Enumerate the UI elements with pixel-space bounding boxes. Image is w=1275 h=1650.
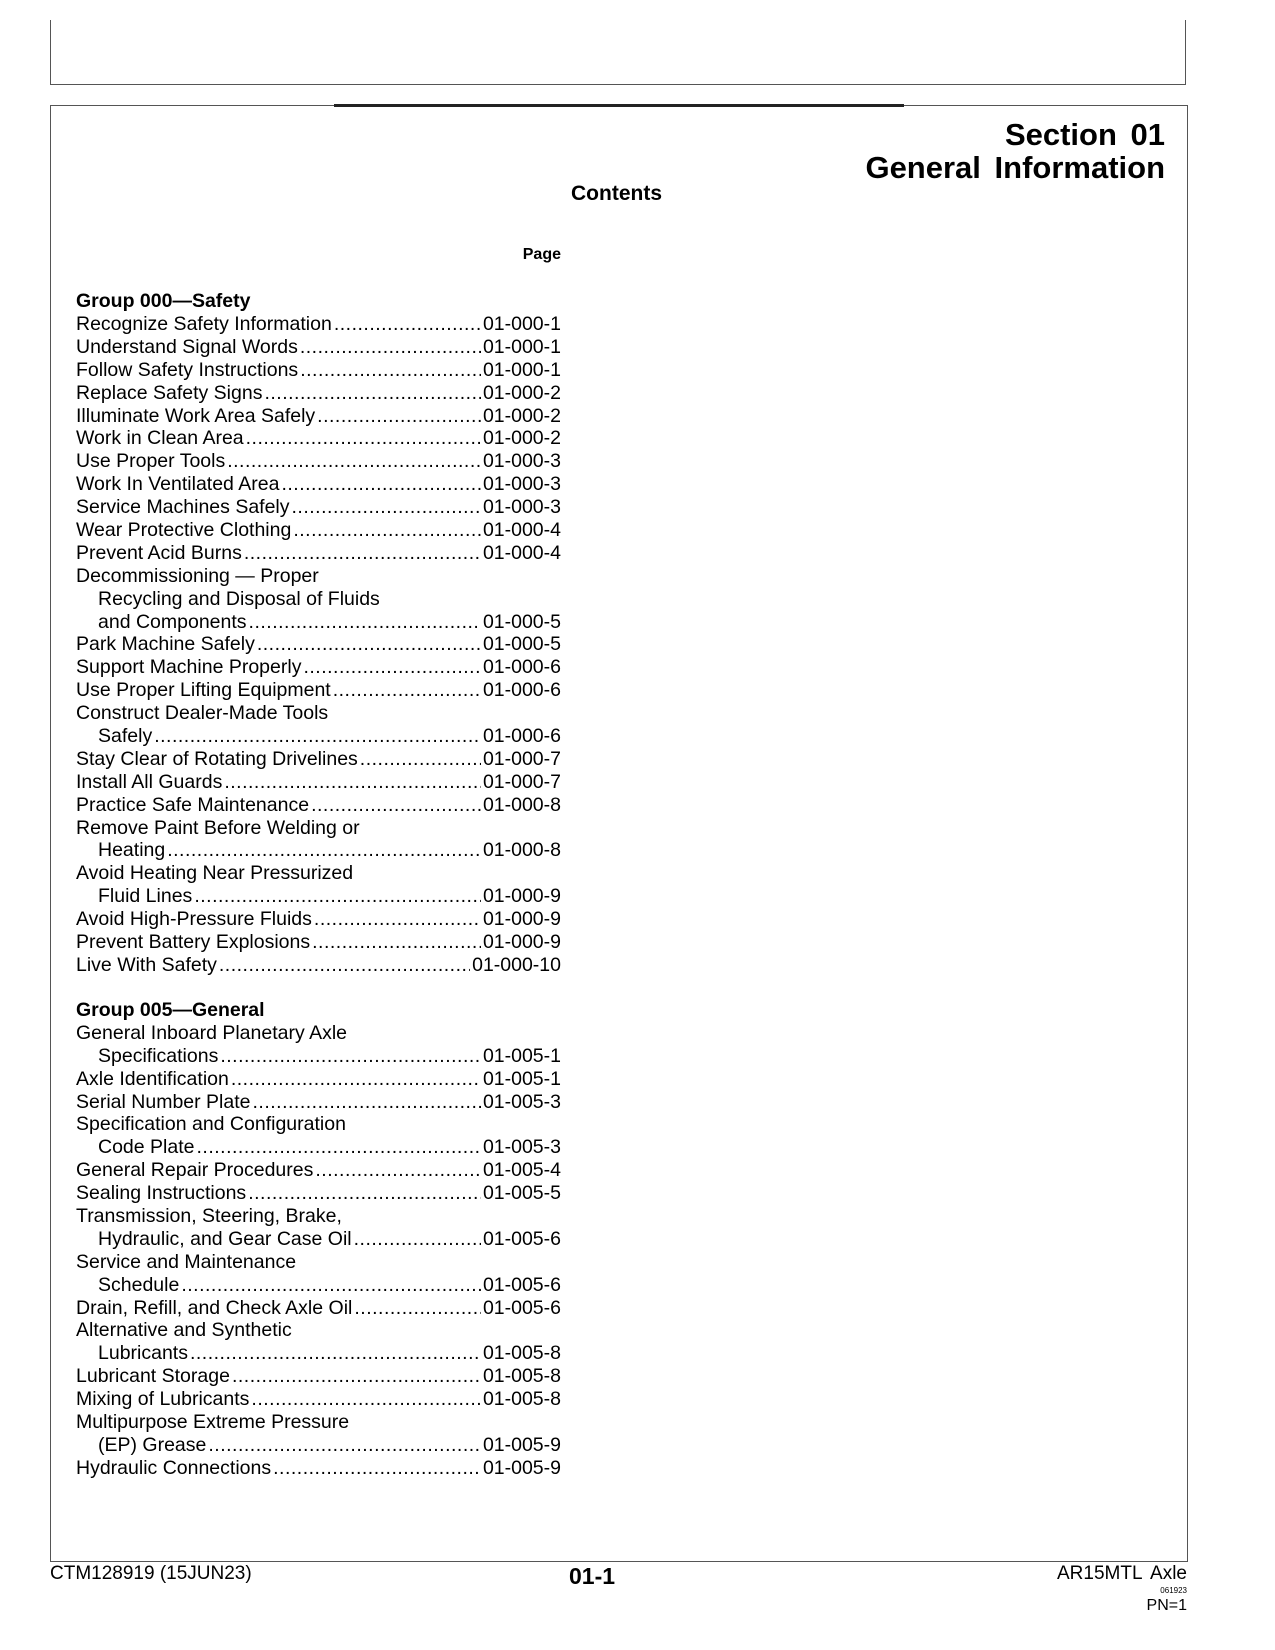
- toc-page-ref: 01-000-3: [482, 496, 561, 519]
- toc-entry-title: Hydraulic Connections: [76, 1456, 272, 1479]
- dot-leader: [354, 1297, 481, 1320]
- toc-entry[interactable]: [76, 496, 561, 519]
- toc-entry-line: [76, 931, 561, 954]
- toc-entry-title: Service and Maintenance: [76, 1250, 297, 1273]
- toc-entry-title: Use Proper Lifting Equipment: [76, 679, 331, 702]
- toc-page-ref: 01-000-4: [482, 541, 561, 564]
- toc-entry-line: [76, 679, 561, 702]
- toc-entry-title: Schedule: [98, 1273, 180, 1296]
- dot-leader: [224, 771, 481, 794]
- dot-leader: [220, 1045, 481, 1068]
- dot-leader: [281, 473, 481, 496]
- toc-entry[interactable]: [76, 1365, 561, 1388]
- toc-entry[interactable]: [76, 1022, 561, 1068]
- toc-entry-line: [76, 542, 561, 565]
- toc-entry[interactable]: [76, 771, 561, 794]
- toc-page-ref: 01-000-9: [482, 931, 561, 954]
- toc-entry-line: [76, 702, 561, 725]
- toc-entry-title: Mixing of Lubricants: [76, 1388, 250, 1411]
- toc-entry-line: [76, 450, 561, 473]
- page-column-header: Page: [522, 246, 561, 263]
- toc-entry-title: Live With Safety: [76, 953, 217, 976]
- toc-entry-title: Lubricants: [98, 1342, 188, 1365]
- toc-group-title: Group 000—Safety: [76, 290, 251, 312]
- frame-accent-line: [334, 104, 904, 107]
- toc-entry[interactable]: [76, 702, 561, 748]
- toc-page-ref: 01-005-3: [482, 1090, 561, 1113]
- toc-entry-line: [76, 1159, 561, 1182]
- toc-entry[interactable]: [76, 1251, 561, 1297]
- toc-page-ref: 01-005-8: [482, 1342, 561, 1365]
- dot-leader: [219, 954, 470, 977]
- toc-entry-line: [76, 839, 561, 862]
- toc-entry-line: [76, 862, 561, 885]
- toc-entry-title: Replace Safety Signs: [76, 381, 263, 404]
- toc-page-ref: 01-000-6: [482, 679, 561, 702]
- toc-entry[interactable]: [76, 450, 561, 473]
- toc-entry-title: Decommissioning — Proper: [76, 564, 319, 587]
- dot-leader: [196, 1136, 480, 1159]
- toc-entry-line: [76, 611, 561, 634]
- dot-leader: [257, 633, 481, 656]
- toc-entry-line: [76, 427, 561, 450]
- toc-page-ref: 01-000-7: [482, 770, 561, 793]
- toc-entry-line: [76, 1045, 561, 1068]
- toc-entry[interactable]: [76, 1319, 561, 1365]
- toc-entry-title: Work in Clean Area: [76, 427, 244, 450]
- section-name: General Information: [865, 150, 1165, 185]
- dot-leader: [194, 885, 481, 908]
- toc-entry-title: Prevent Acid Burns: [76, 541, 242, 564]
- toc-entry-line: [76, 1342, 561, 1365]
- toc-entry-title: Prevent Battery Explosions: [76, 931, 311, 954]
- dot-leader: [154, 725, 481, 748]
- toc-entry[interactable]: [76, 1205, 561, 1251]
- footer-doc-id: CTM128919 (15JUN23): [50, 1563, 252, 1584]
- toc-page-ref: 01-005-8: [482, 1365, 561, 1388]
- toc-entry-title: Work In Ventilated Area: [76, 473, 280, 496]
- dot-leader: [300, 336, 481, 359]
- toc-page-ref: 01-000-6: [482, 656, 561, 679]
- toc-entry-title: Use Proper Tools: [76, 450, 226, 473]
- toc-entry-title: Recognize Safety Information: [76, 313, 332, 335]
- toc-page-ref: 01-000-5: [482, 633, 561, 656]
- toc-entry-title: Wear Protective Clothing: [76, 519, 292, 542]
- toc-entry[interactable]: [76, 817, 561, 863]
- dot-leader: [314, 908, 481, 931]
- toc-entry-line: [76, 473, 561, 496]
- toc-page-ref: 01-000-9: [482, 885, 561, 908]
- toc-entry-line: [76, 1297, 561, 1320]
- dot-leader: [232, 1365, 481, 1388]
- toc-entry-title: (EP) Grease: [98, 1433, 207, 1456]
- dot-leader: [292, 496, 481, 519]
- toc-entry[interactable]: [76, 565, 561, 634]
- toc-page-ref: 01-000-3: [482, 450, 561, 473]
- footer-page-number: 01-1: [569, 1563, 616, 1589]
- toc-entry[interactable]: [76, 794, 561, 817]
- toc-entry-title: Stay Clear of Rotating Drivelines: [76, 747, 358, 770]
- toc-entry-line: [76, 908, 561, 931]
- toc-entry-line: [76, 496, 561, 519]
- toc-entry-line: [76, 1091, 561, 1114]
- toc-entry[interactable]: [76, 336, 561, 359]
- toc-entry[interactable]: [76, 1068, 561, 1091]
- toc-entry-title: Alternative and Synthetic: [76, 1319, 292, 1342]
- toc-page-ref: 01-005-5: [482, 1182, 561, 1205]
- toc-entry-title: Avoid Heating Near Pressurized: [76, 862, 354, 885]
- toc-entry[interactable]: [76, 1411, 561, 1457]
- toc-entry-title: Multipurpose Extreme Pressure: [76, 1410, 350, 1433]
- toc-entry-title: Fluid Lines: [98, 885, 193, 908]
- toc-entry-title: Install All Guards: [76, 770, 223, 793]
- toc-entry[interactable]: [76, 473, 561, 496]
- toc-entry-line: [76, 1113, 561, 1136]
- toc-entry[interactable]: [76, 1297, 561, 1320]
- toc-entry-line: [76, 954, 561, 977]
- dot-leader: [190, 1342, 481, 1365]
- toc-page-ref: 01-000-1: [482, 335, 561, 358]
- toc-entry-title: Follow Safety Instructions: [76, 358, 299, 381]
- toc-entry-title: Axle Identification: [76, 1067, 229, 1090]
- toc-entry[interactable]: [76, 405, 561, 428]
- dot-leader: [334, 313, 481, 336]
- dot-leader: [312, 931, 481, 954]
- toc-entry-line: [76, 1434, 561, 1457]
- dot-leader: [264, 382, 480, 405]
- toc-entry[interactable]: [76, 633, 561, 656]
- dot-leader: [360, 748, 481, 771]
- toc-entry-line: [76, 565, 561, 588]
- dot-leader: [311, 794, 481, 817]
- toc-entry-title: Understand Signal Words: [76, 335, 298, 358]
- footer-pn: PN=1: [1146, 1597, 1187, 1614]
- toc-entry-title: Avoid High-Pressure Fluids: [76, 908, 312, 931]
- dot-leader: [246, 427, 481, 450]
- toc-entry-title: Serial Number Plate: [76, 1090, 251, 1113]
- toc-entry[interactable]: [76, 1182, 561, 1205]
- toc-page-ref: 01-005-4: [482, 1159, 561, 1182]
- toc-page-ref: 01-005-6: [482, 1227, 561, 1250]
- toc-entry-line: [76, 1411, 561, 1434]
- toc-entry[interactable]: [76, 313, 561, 336]
- dot-leader: [315, 1159, 481, 1182]
- toc-page-ref: 01-000-2: [482, 404, 561, 427]
- dot-leader: [303, 656, 480, 679]
- toc-page-ref: 01-000-8: [482, 839, 561, 862]
- toc-entry-title: Recycling and Disposal of Fluids: [98, 587, 380, 610]
- dot-leader: [300, 359, 481, 382]
- toc-entry-line: [76, 336, 561, 359]
- toc-entry-title: General Repair Procedures: [76, 1159, 314, 1182]
- toc-page-ref: 01-000-3: [482, 473, 561, 496]
- toc-page-ref: 01-000-7: [482, 747, 561, 770]
- toc-page-ref: 01-000-1: [482, 358, 561, 381]
- toc-entry-line: [76, 725, 561, 748]
- toc-page-ref: 01-000-1: [482, 313, 561, 335]
- toc-entry-line: [76, 1251, 561, 1274]
- toc-entry-title: Practice Safe Maintenance: [76, 793, 310, 816]
- dot-leader: [231, 1068, 481, 1091]
- dot-leader: [354, 1228, 481, 1251]
- toc-entry-title: and Components: [98, 610, 247, 633]
- toc-page-ref: 01-000-2: [482, 381, 561, 404]
- toc-entry-line: [76, 588, 561, 611]
- toc-entry-title: Illuminate Work Area Safely: [76, 404, 316, 427]
- toc-entry[interactable]: [76, 748, 561, 771]
- toc-entry-line: [76, 1388, 561, 1411]
- toc-entry[interactable]: [76, 519, 561, 542]
- toc-page-ref: 01-000-2: [482, 427, 561, 450]
- toc-entry-title: Lubricant Storage: [76, 1365, 230, 1388]
- toc-entry-line: [76, 519, 561, 542]
- toc-entry-title: Code Plate: [98, 1136, 195, 1159]
- toc-page-ref: 01-005-3: [482, 1136, 561, 1159]
- toc-page-ref: 01-000-9: [482, 908, 561, 931]
- dot-leader: [293, 519, 481, 542]
- toc-entry-line: [76, 771, 561, 794]
- toc-entry-line: [76, 748, 561, 771]
- toc-entry[interactable]: [76, 1388, 561, 1411]
- toc-entry-title: Safely: [98, 725, 153, 748]
- toc-page-ref: 01-005-8: [482, 1388, 561, 1411]
- footer-product: AR15MTL Axle: [1056, 1563, 1187, 1584]
- section-title: [865, 118, 1165, 184]
- toc-entry-title: Specifications: [98, 1044, 219, 1067]
- toc-entry-title: Remove Paint Before Welding or: [76, 816, 360, 839]
- toc-entry-title: Drain, Refill, and Check Axle Oil: [76, 1296, 353, 1319]
- toc-entry[interactable]: [76, 427, 561, 450]
- toc-entry-line: [76, 405, 561, 428]
- toc-entry-line: [76, 1457, 561, 1480]
- toc-entry-title: Service Machines Safely: [76, 496, 290, 519]
- toc-entry-line: [76, 1068, 561, 1091]
- dot-leader: [248, 1182, 481, 1205]
- toc-page-ref: 01-000-5: [482, 610, 561, 633]
- toc-page-ref: 01-005-1: [482, 1044, 561, 1067]
- toc-entry-line: [76, 1319, 561, 1342]
- toc-entry-line: [76, 1136, 561, 1159]
- footer-code: 061923: [1160, 1586, 1187, 1595]
- toc-entry-title: Specification and Configuration: [76, 1113, 346, 1136]
- dot-leader: [317, 405, 481, 428]
- toc-group-title: Group 005—General: [76, 998, 265, 1021]
- table-of-contents: [76, 244, 561, 1480]
- toc-page-ref: 01-000-10: [472, 953, 561, 976]
- toc-entry[interactable]: [76, 359, 561, 382]
- toc-entry[interactable]: [76, 542, 561, 565]
- toc-entry-title: Heating: [98, 839, 166, 862]
- toc-entry-title: Sealing Instructions: [76, 1182, 247, 1205]
- toc-page-ref: 01-005-9: [482, 1433, 561, 1456]
- toc-entry-title: Hydraulic, and Gear Case Oil: [98, 1227, 352, 1250]
- toc-entry-title: Park Machine Safely: [76, 633, 255, 656]
- toc-entry[interactable]: [76, 954, 561, 977]
- toc-entry-line: [76, 1274, 561, 1297]
- toc-entry-line: [76, 1365, 561, 1388]
- toc-entry[interactable]: [76, 1457, 561, 1480]
- toc-entry[interactable]: [76, 1113, 561, 1159]
- toc-entry-line: [76, 656, 561, 679]
- toc-entry-line: [76, 633, 561, 656]
- section-number: Section 01: [1004, 117, 1165, 152]
- dot-leader: [333, 679, 481, 702]
- dot-leader: [249, 611, 481, 634]
- toc-entry[interactable]: [76, 931, 561, 954]
- toc-page-ref: 01-000-6: [482, 725, 561, 748]
- dot-leader: [244, 542, 481, 565]
- toc-entry-line: [76, 794, 561, 817]
- toc-page-ref: 01-000-4: [482, 519, 561, 542]
- toc-page-ref: 01-000-8: [482, 793, 561, 816]
- toc-entry-line: [76, 1228, 561, 1251]
- dot-leader: [181, 1274, 481, 1297]
- toc-entry-line: [76, 817, 561, 840]
- dot-leader: [208, 1434, 481, 1457]
- toc-entry-line: [76, 382, 561, 405]
- dot-leader: [227, 450, 481, 473]
- group-spacer: [76, 977, 561, 999]
- toc-page-ref: 01-005-6: [482, 1296, 561, 1319]
- toc-page-ref: 01-005-6: [482, 1273, 561, 1296]
- toc-entry-title: Construct Dealer-Made Tools: [76, 702, 329, 725]
- toc-page-ref: 01-005-1: [482, 1067, 561, 1090]
- dot-leader: [253, 1091, 481, 1114]
- toc-entry-title: Support Machine Properly: [76, 656, 302, 679]
- toc-entry-line: [76, 313, 561, 336]
- toc-entry[interactable]: [76, 862, 561, 908]
- toc-entry[interactable]: [76, 1091, 561, 1114]
- toc-entry-title: Transmission, Steering, Brake,: [76, 1204, 342, 1227]
- dot-leader: [167, 839, 481, 862]
- toc-entry[interactable]: [76, 656, 561, 679]
- toc-entry-line: [76, 1182, 561, 1205]
- toc-page-ref: 01-005-9: [482, 1456, 561, 1479]
- toc-entry-line: [76, 1022, 561, 1045]
- toc-entry-line: [76, 885, 561, 908]
- toc-entry-line: [76, 1205, 561, 1228]
- contents-heading: Contents: [571, 182, 662, 205]
- toc-entry[interactable]: [76, 382, 561, 405]
- toc-entry-line: [76, 359, 561, 382]
- toc-entry[interactable]: [76, 679, 561, 702]
- dot-leader: [251, 1388, 481, 1411]
- header-frame: [50, 20, 1186, 85]
- toc-entry-title: General Inboard Planetary Axle: [76, 1021, 348, 1044]
- dot-leader: [273, 1457, 481, 1480]
- toc-entry[interactable]: [76, 1159, 561, 1182]
- toc-entry[interactable]: [76, 908, 561, 931]
